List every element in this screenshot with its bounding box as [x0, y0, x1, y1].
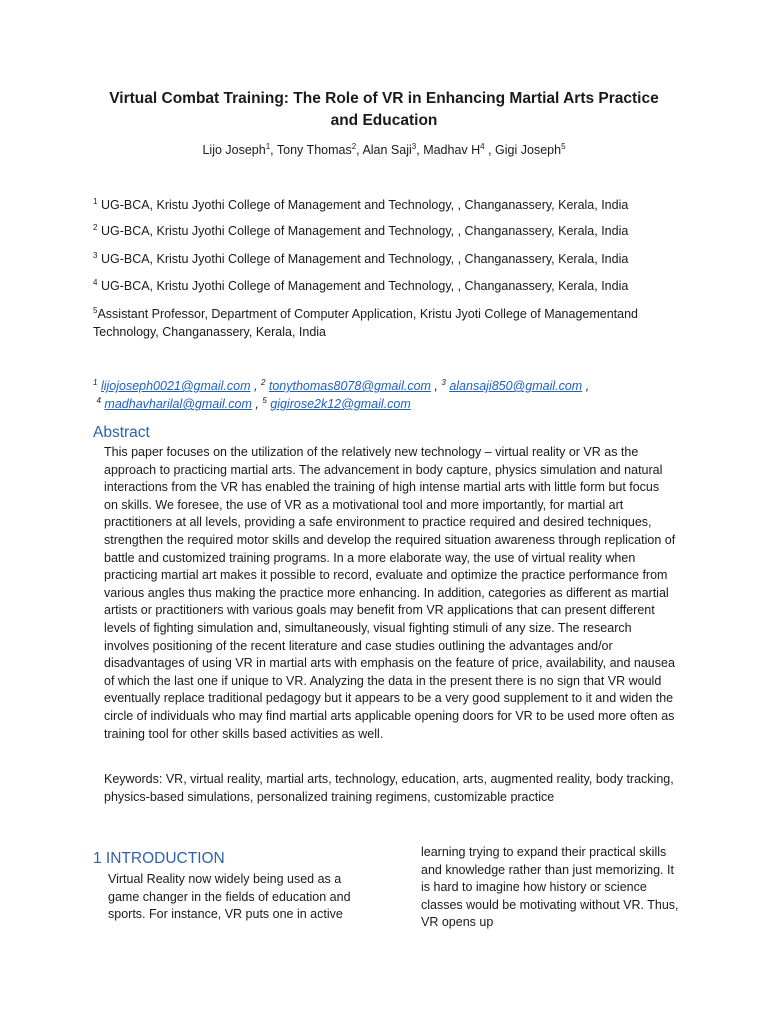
affiliation-superscript: 2: [93, 222, 98, 232]
author-name: Tony Thomas: [276, 143, 352, 157]
email-link[interactable]: alansaji850@gmail.com: [449, 379, 583, 393]
email-superscript: 1: [93, 377, 98, 387]
email-link[interactable]: tonythomas8078@gmail.com: [268, 379, 431, 393]
email-link[interactable]: gigirose2k12@gmail.com: [270, 397, 411, 411]
affiliation-text: UG-BCA, Kristu Jyothi College of Management and Technology, , Changanassery, Kerala, India: [100, 198, 629, 212]
affiliation-5: [93, 305, 673, 341]
affiliation-3: [93, 250, 693, 268]
author-name: Alan Saji: [362, 143, 412, 157]
affiliation-text: Assistant Professor, Department of Computer Application, Kristu Jyoti College of Managementand Technology, Changanassery, Kerala, India: [93, 307, 639, 339]
abstract-heading: Abstract: [93, 424, 150, 441]
keywords: Keywords: VR, virtual reality, martial arts, technology, education, arts, augmented reality, body tracking, physics-based simulations, personalized training regimens, customizable practice: [104, 772, 674, 804]
email-link[interactable]: madhavharilal@gmail.com: [104, 397, 252, 411]
abstract-text: This paper focuses on the utilization of the relatively new technology – virtual reality or VR as the approach to practicing martial arts. The advancement in body capture, physics simulation and natural interactions from the VR has enabled the training of high intense martial arts with little form but focus on skills. We foresee, the use of VR as a motivational tool and more importantly, for martial art practitioners at all levels, providing a safe environment to practice required and desired techniques, strengthen the required motor skills and develop the required situation awareness through replication of battle and customized training programs. In a more elaborate way, the use of virtual reality when practicing martial art makes it possible to record, evaluate and optimize the practice performance from various angles thus making the practice more enhancing. In addition, categories as different as martial artists or practitioners with various goals may benefit from VR applications that can present different levels of fighting simulation and, simultaneously, visual fighting stimuli of any size. The research involves positioning of the recent literature and case studies outlining the advantages and/or disadvantages of using VR in martial arts with emphasis on the feature of price, availability, and nausea of which the last one if unique to VR. Analyzing the data in the present there is no sign that VR would eventually replace traditional pedagogy but it appears to be a very good supplement to it and widen the circle of individuals who may find martial arts applicable opening doors for VR to be used more often as training tool for other skills based activities as well.: [104, 445, 676, 741]
author-superscript: 4: [480, 141, 485, 151]
author-superscript: 5: [561, 141, 566, 151]
affiliation-text: UG-BCA, Kristu Jyothi College of Management and Technology, , Changanassery, Kerala, India: [100, 252, 629, 266]
email-superscript: 4: [96, 395, 101, 405]
affiliation-text: UG-BCA, Kristu Jyothi College of Management and Technology, , Changanassery, Kerala, India: [100, 279, 629, 293]
email-link[interactable]: lijojoseph0021@gmail.com: [100, 379, 251, 393]
email-superscript: 2: [260, 377, 266, 387]
introduction-text-right-column: learning trying to expand their practical skills and knowledge rather than just memorizing. It is hard to imagine how history or science classes would be motivating without VR. Thus, VR opens up: [421, 845, 679, 930]
email-superscript: 3: [441, 377, 446, 387]
author-list: Lijo Joseph$^1$, Tony Thomas$^2$, Alan Saji$^3$, Madhav $H^4$ , Gigi Joseph$^5$: [202, 141, 566, 157]
affiliation-superscript: 5: [93, 305, 98, 315]
affiliation-superscript: 1: [93, 196, 98, 206]
email-list: $^1$ lijojoseph0021@gmail.com , $^2$ tonythomas8078@gmail.com , $^3$ alansaji850@gmail.com , $^4$ madhavharilal@gmail.com , $^5$ gigirose2k12@gmail.com: [93, 377, 590, 411]
affiliation-1: [93, 196, 693, 214]
affiliation-text: UG-BCA, Kristu Jyothi College of Management and Technology, , Changanassery, Kerala, India: [100, 224, 629, 238]
author-superscript: 2: [351, 141, 357, 151]
author-name: Madhav H: [423, 143, 481, 157]
author-name: Gigi Joseph: [495, 143, 562, 157]
introduction-text-left-column: Virtual Reality now widely being used as a game changer in the fields of education and sports. For instance, VR puts one in active: [108, 872, 351, 922]
email-superscript: 5: [262, 395, 267, 405]
affiliation-2: [93, 222, 693, 240]
author-superscript: 3: [411, 141, 417, 151]
affiliation-superscript: 3: [93, 250, 98, 260]
affiliation-superscript: 4: [93, 277, 98, 287]
author-name: Lijo Joseph: [202, 143, 266, 157]
author-superscript: 1: [265, 141, 271, 151]
section-heading-introduction: 1 INTRODUCTION: [93, 850, 225, 867]
affiliation-4: [93, 277, 693, 295]
paper-title: Virtual Combat Training: The Role of VR in Enhancing Martial Arts Practice and Education: [109, 90, 659, 129]
